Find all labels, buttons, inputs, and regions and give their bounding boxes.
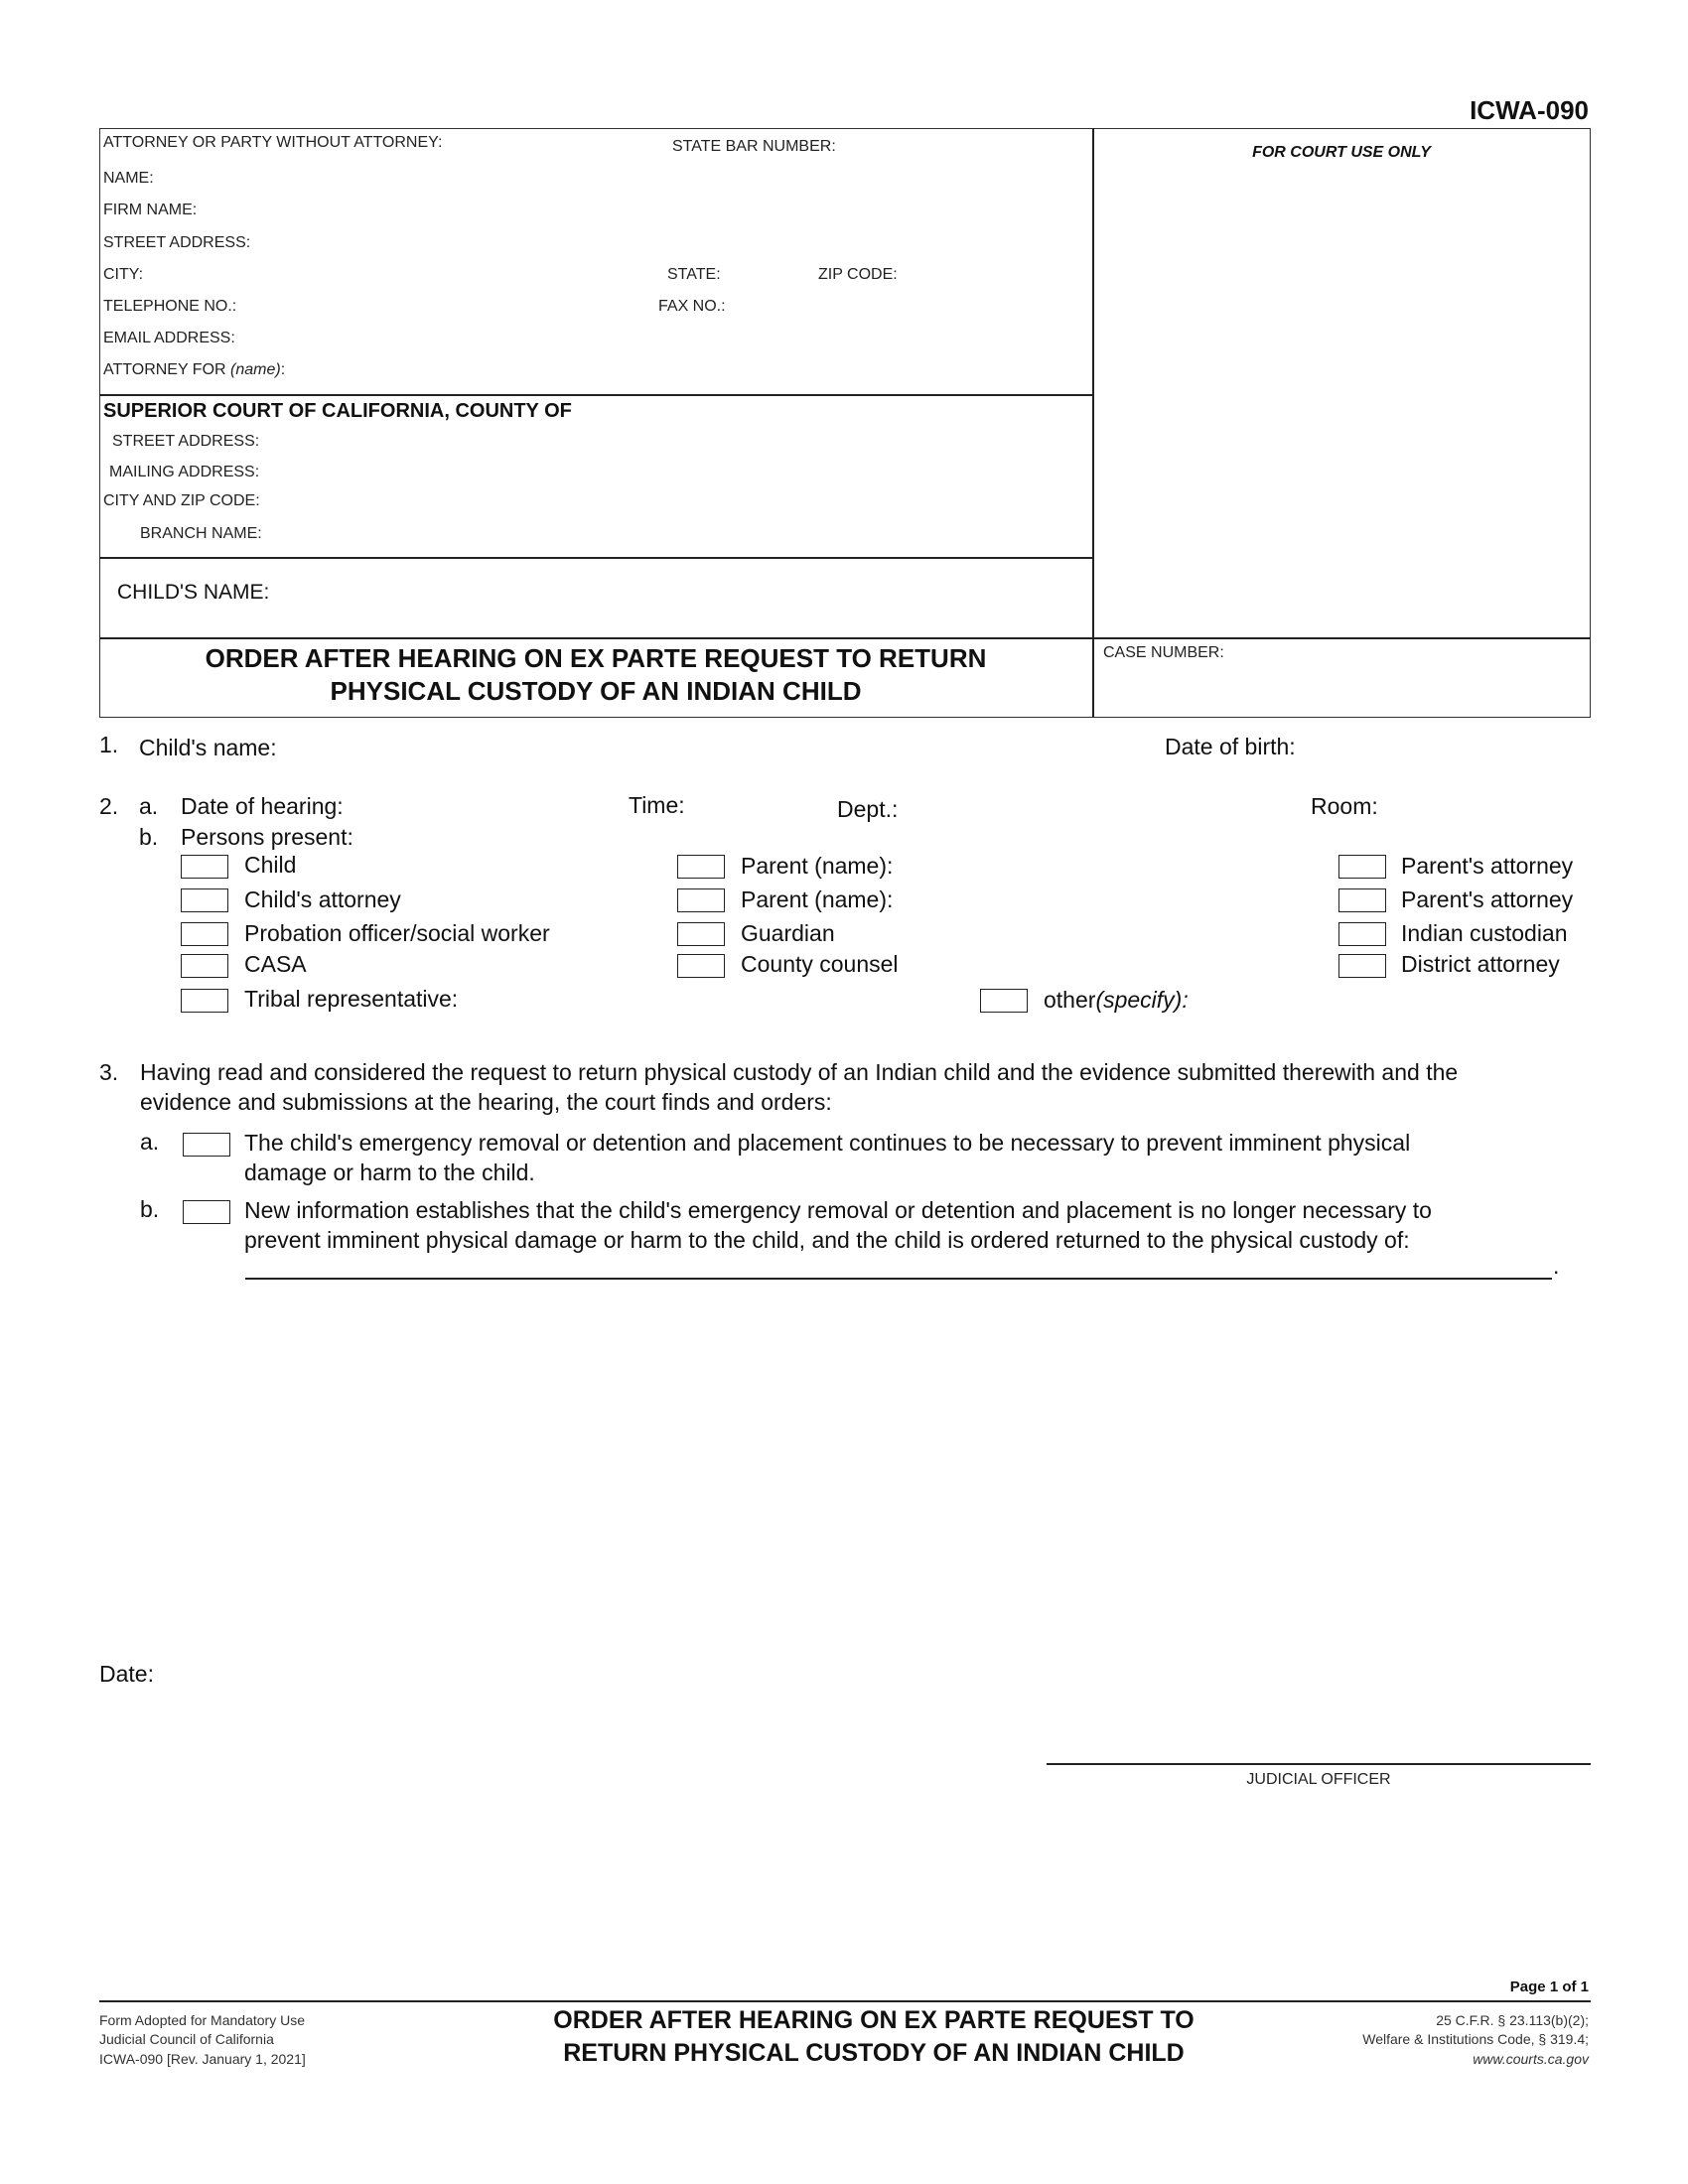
label-childs-attorney: Child's attorney xyxy=(244,887,401,912)
footer-title-line1: ORDER AFTER HEARING ON EX PARTE REQUEST TO xyxy=(553,2006,1195,2034)
other-specify-input[interactable] xyxy=(1206,986,1592,1012)
checkbox-tribal-representative[interactable] xyxy=(181,989,228,1013)
checkbox-probation-officer[interactable] xyxy=(181,922,228,946)
header-vertical-divider xyxy=(1092,128,1094,718)
branch-name-input[interactable] xyxy=(273,519,1085,545)
firm-name-input[interactable] xyxy=(204,196,1085,221)
firm-name-label: FIRM NAME: xyxy=(103,202,198,218)
footer-left-line3: ICWA-090 [Rev. January 1, 2021] xyxy=(99,2051,306,2067)
case-number-input[interactable] xyxy=(1107,670,1587,696)
physical-custody-of-underline xyxy=(245,1278,1552,1280)
item3b-letter: b. xyxy=(140,1196,160,1222)
checkbox-childs-attorney[interactable] xyxy=(181,888,228,912)
other-text: other xyxy=(1044,987,1096,1013)
attorney-for-colon: : xyxy=(280,361,286,378)
county-input[interactable] xyxy=(635,398,1080,424)
attorney-box-title: ATTORNEY OR PARTY WITHOUT ATTORNEY: xyxy=(103,134,443,151)
date-of-hearing-input[interactable] xyxy=(359,792,626,818)
case-number-label: CASE NUMBER: xyxy=(1103,644,1224,661)
checkbox-casa[interactable] xyxy=(181,954,228,978)
header-childs-name-input[interactable] xyxy=(288,579,1080,605)
physical-custody-of-input[interactable] xyxy=(248,1248,1557,1274)
form-id: ICWA-090 xyxy=(1470,95,1589,125)
time-input[interactable] xyxy=(695,792,837,818)
item1-childs-name-label: Child's name: xyxy=(139,735,277,760)
title-row-top xyxy=(99,637,1591,639)
street-address-label: STREET ADDRESS: xyxy=(103,234,251,251)
checkbox-parent-2[interactable] xyxy=(677,888,725,912)
city-label: CITY: xyxy=(103,266,144,283)
other-specify-hint: (specify): xyxy=(1095,987,1189,1013)
dept-input[interactable] xyxy=(909,794,1314,820)
label-casa: CASA xyxy=(244,951,307,977)
item3-intro-line2: evidence and submissions at the hearing, the court finds and orders: xyxy=(140,1089,832,1115)
page-number: Page 1 of 1 xyxy=(1509,1979,1589,1995)
parent-2-name-input[interactable] xyxy=(909,886,1334,911)
item1-childs-name-input[interactable] xyxy=(298,734,1160,759)
label-tribal-representative: Tribal representative: xyxy=(244,986,459,1012)
zip-code-label: ZIP CODE: xyxy=(818,266,898,283)
state-label: STATE: xyxy=(667,266,721,283)
state-input[interactable] xyxy=(730,260,817,286)
checkbox-other[interactable] xyxy=(980,989,1028,1013)
date-of-birth-input[interactable] xyxy=(1316,733,1592,758)
checkbox-parent-1[interactable] xyxy=(677,855,725,879)
checkbox-district-attorney[interactable] xyxy=(1338,954,1386,978)
city-input[interactable] xyxy=(147,260,661,286)
item2a-letter: a. xyxy=(139,793,159,819)
name-input[interactable] xyxy=(159,164,1080,190)
checkbox-indian-custodian[interactable] xyxy=(1338,922,1386,946)
item3a-line2: damage or harm to the child. xyxy=(244,1160,535,1185)
item2-number: 2. xyxy=(99,793,119,819)
attorney-for-input[interactable] xyxy=(298,355,1080,381)
footer-left-line2: Judicial Council of California xyxy=(99,2031,274,2047)
court-title: SUPERIOR COURT OF CALIFORNIA, COUNTY OF xyxy=(103,400,572,422)
form-title-line1: ORDER AFTER HEARING ON EX PARTE REQUEST TO RETURN xyxy=(205,643,987,673)
checkbox-guardian[interactable] xyxy=(677,922,725,946)
label-parents-attorney-2: Parent's attorney xyxy=(1401,887,1574,912)
telephone-input[interactable] xyxy=(248,292,653,318)
court-use-label: FOR COURT USE ONLY xyxy=(1252,144,1431,161)
label-county-counsel: County counsel xyxy=(741,951,899,977)
footer-left-line1: Form Adopted for Mandatory Use xyxy=(99,2012,305,2028)
zip-code-input[interactable] xyxy=(904,260,1090,286)
signature-date-input[interactable] xyxy=(169,1660,574,1686)
attorney-for-name-hint: (name) xyxy=(230,361,281,378)
checkbox-parents-attorney-2[interactable] xyxy=(1338,888,1386,912)
telephone-label: TELEPHONE NO.: xyxy=(103,298,237,315)
label-indian-custodian: Indian custodian xyxy=(1401,920,1568,946)
label-child: Child xyxy=(244,852,297,878)
email-input[interactable] xyxy=(248,324,1080,349)
email-label: EMAIL ADDRESS: xyxy=(103,330,235,346)
item3a-letter: a. xyxy=(140,1129,160,1155)
header-childs-name-label: CHILD'S NAME: xyxy=(117,581,270,604)
form-title-line2: PHYSICAL CUSTODY OF AN INDIAN CHILD xyxy=(330,676,862,706)
signature-date-label: Date: xyxy=(99,1661,154,1687)
checkbox-parents-attorney-1[interactable] xyxy=(1338,855,1386,879)
item3b-line2: prevent imminent physical damage or harm to the child, and the child is ordered returned to the physical custody of: xyxy=(244,1227,1410,1253)
checkbox-child[interactable] xyxy=(181,855,228,879)
date-of-hearing-label: Date of hearing: xyxy=(181,793,344,819)
item1-number: 1. xyxy=(99,732,119,757)
label-probation-officer: Probation officer/social worker xyxy=(244,920,550,946)
item3-number: 3. xyxy=(99,1059,119,1085)
state-bar-label: STATE BAR NUMBER: xyxy=(672,138,836,155)
label-district-attorney: District attorney xyxy=(1401,951,1560,977)
attorney-for-label xyxy=(103,361,285,379)
persons-present-label: Persons present: xyxy=(181,824,353,850)
label-parents-attorney-1: Parent's attorney xyxy=(1401,853,1574,879)
label-parent-2: Parent (name): xyxy=(741,887,894,912)
dept-label: Dept.: xyxy=(837,796,899,822)
name-label: NAME: xyxy=(103,170,154,187)
footer-right-line2: Welfare & Institutions Code, § 319.4; xyxy=(1362,2031,1589,2047)
label-other xyxy=(1044,987,1189,1014)
branch-name-label: BRANCH NAME: xyxy=(140,525,262,542)
footer-title-line2: RETURN PHYSICAL CUSTODY OF AN INDIAN CHILD xyxy=(563,2039,1185,2067)
footer-rule xyxy=(99,2000,1591,2002)
judicial-officer-label: JUDICIAL OFFICER xyxy=(1246,1771,1391,1788)
court-street-input[interactable] xyxy=(273,427,1085,453)
label-parent-1: Parent (name): xyxy=(741,853,894,879)
footer-right-line1: 25 C.F.R. § 23.113(b)(2); xyxy=(1436,2012,1589,2028)
city-zip-input[interactable] xyxy=(273,486,1085,512)
attorney-for-text: ATTORNEY FOR xyxy=(103,361,231,378)
item3-intro-line1: Having read and considered the request to return physical custody of an Indian child and the evidence submitted therewith and the xyxy=(140,1059,1459,1085)
city-zip-label: CITY AND ZIP CODE: xyxy=(103,492,260,509)
fax-label: FAX NO.: xyxy=(658,298,726,315)
state-bar-input[interactable] xyxy=(854,132,1090,158)
item2b-letter: b. xyxy=(139,824,159,850)
street-address-input[interactable] xyxy=(260,228,1082,254)
mailing-address-label: MAILING ADDRESS: xyxy=(109,464,260,480)
item3a-line1: The child's emergency removal or detention and placement continues to be necessary to prevent imminent physical xyxy=(244,1130,1411,1156)
checkbox-item3a[interactable] xyxy=(183,1133,230,1157)
checkbox-item3b[interactable] xyxy=(183,1200,230,1224)
time-label: Time: xyxy=(629,792,685,818)
fax-input[interactable] xyxy=(735,292,1090,318)
judicial-officer-signature-line xyxy=(1047,1763,1591,1765)
court-street-label: STREET ADDRESS: xyxy=(112,433,260,450)
date-of-birth-label: Date of birth: xyxy=(1165,734,1296,759)
attorney-box-bottom xyxy=(99,394,1093,396)
label-guardian: Guardian xyxy=(741,920,835,946)
item3b-period: . xyxy=(1553,1253,1560,1279)
footer-right-line3: www.courts.ca.gov xyxy=(1473,2051,1589,2067)
room-input[interactable] xyxy=(1385,792,1592,818)
mailing-address-input[interactable] xyxy=(273,458,1085,483)
room-label: Room: xyxy=(1311,793,1378,819)
court-box-bottom xyxy=(99,557,1093,559)
checkbox-county-counsel[interactable] xyxy=(677,954,725,978)
tribal-representative-input[interactable] xyxy=(477,986,981,1012)
parent-1-name-input[interactable] xyxy=(909,852,1334,878)
item3b-line1: New information establishes that the child's emergency removal or detention and placement is no longer necessary to xyxy=(244,1197,1432,1223)
